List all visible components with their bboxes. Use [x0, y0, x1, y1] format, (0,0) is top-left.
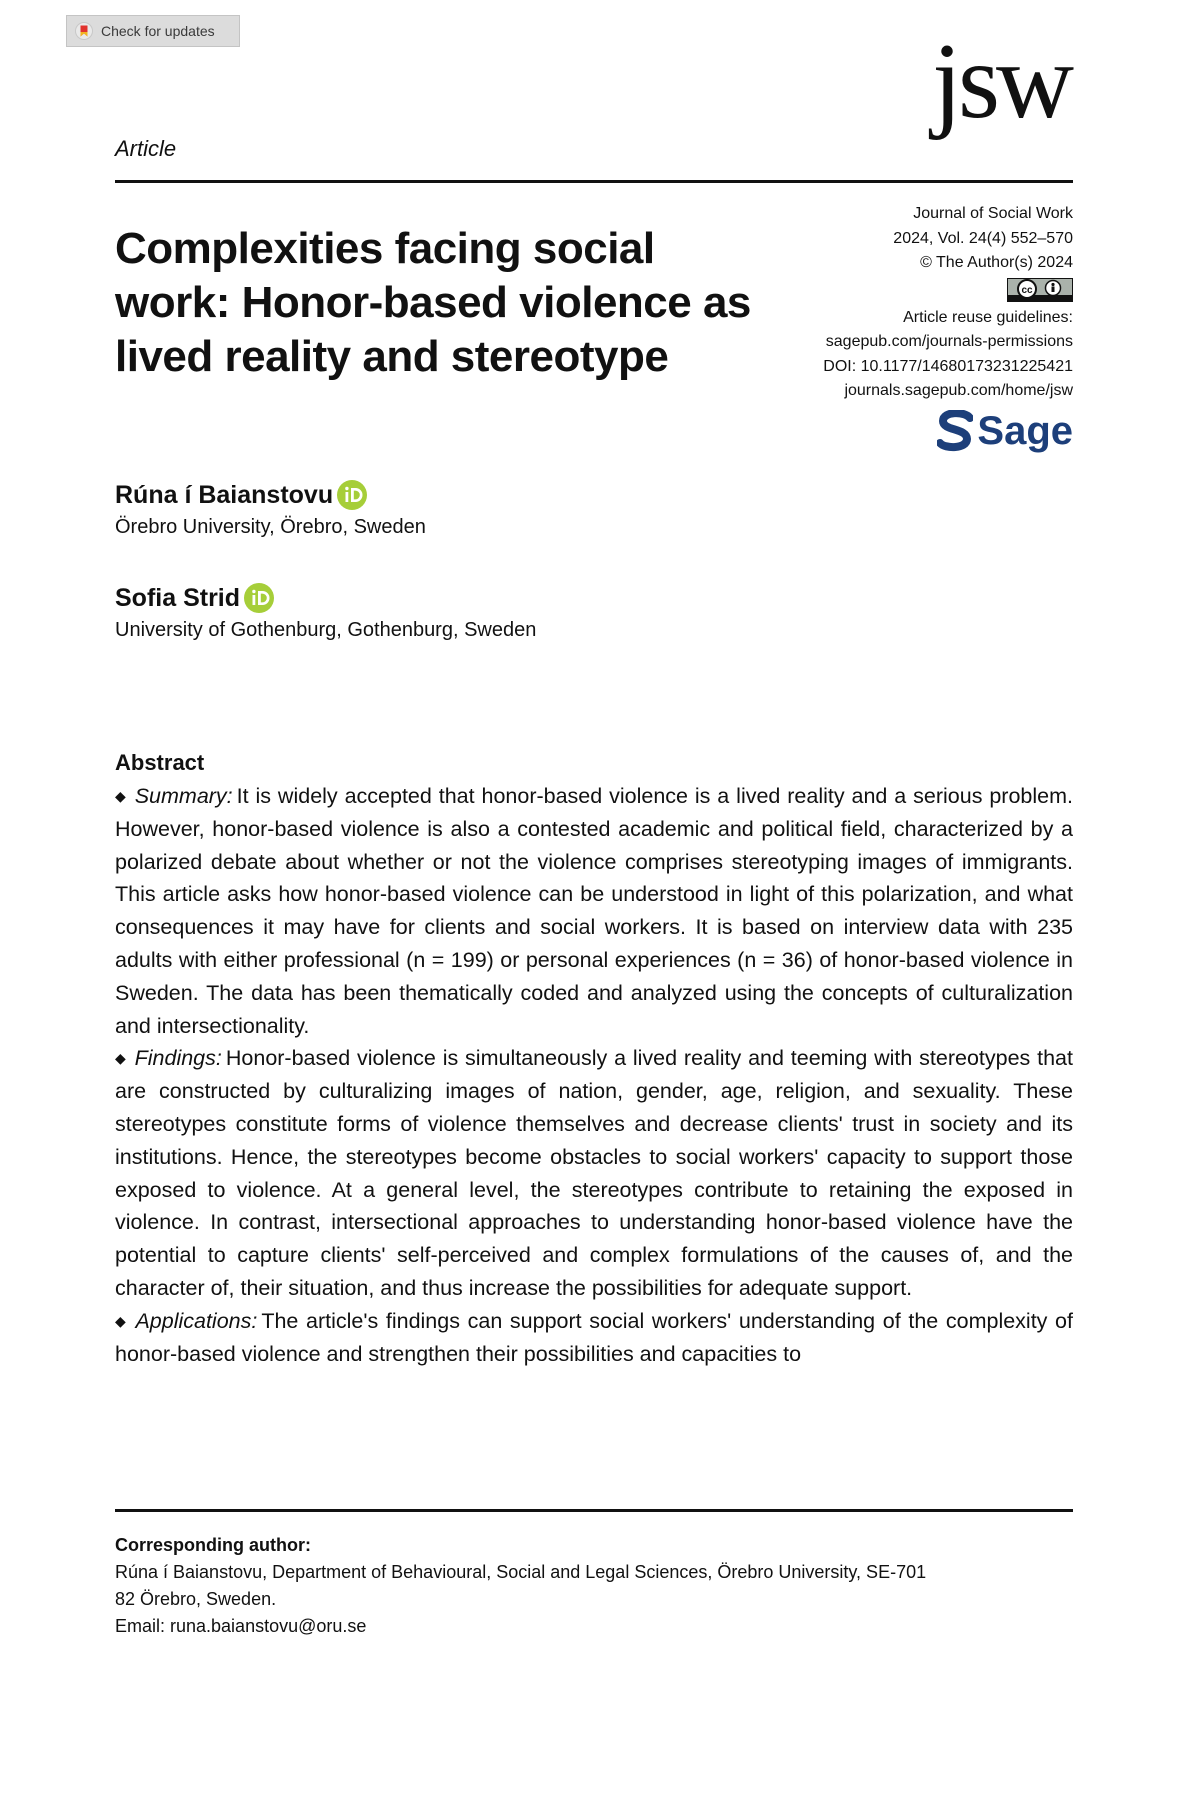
bullet-icon: ◆: [115, 1312, 128, 1329]
article-title: Complexities facing social work: Honor-based violence as lived reality and stereotype: [115, 224, 751, 381]
abstract-item-label: Applications:: [135, 1308, 258, 1333]
abstract-item-text: The article's findings can support social workers' understanding of the complexity of honor-based violence and strengthen their possibilities and capacities to: [115, 1308, 1073, 1366]
check-for-updates-button[interactable]: [66, 15, 240, 47]
author-block: [115, 480, 426, 539]
corresponding-address-line: Rúna í Baianstovu, Department of Behavioural, Social and Legal Sciences, Örebro University, SE-701: [115, 1562, 927, 1582]
volume-issue-pages: 2024, Vol. 24(4) 552–570: [893, 229, 1073, 247]
cc-by-icon: [1007, 278, 1073, 302]
journal-logo: jsw: [931, 22, 1070, 141]
journal-home-link[interactable]: journals.sagepub.com/home/jsw: [844, 382, 1073, 399]
article-type-label: Article: [115, 136, 177, 161]
header-divider: [115, 180, 1073, 183]
svg-text:cc: cc: [1021, 284, 1033, 296]
orcid-icon[interactable]: [337, 480, 367, 510]
author-name: Rúna í Baianstovu: [115, 480, 334, 509]
author-name: Sofia Strid: [115, 583, 241, 612]
permissions-link[interactable]: sagepub.com/journals-permissions: [825, 333, 1073, 350]
author-block: [115, 583, 536, 642]
abstract-applications: [115, 1305, 1073, 1371]
corresponding-address-line: 82 Örebro, Sweden.: [115, 1589, 277, 1609]
bookmark-icon: [75, 22, 93, 40]
reuse-guidelines-label: Article reuse guidelines:: [903, 308, 1073, 326]
abstract-item-label: Findings:: [134, 1046, 222, 1071]
abstract-heading: Abstract: [115, 750, 205, 775]
sage-s-icon: [937, 410, 973, 452]
abstract-findings: [115, 1042, 1073, 1304]
journal-name: Journal of Social Work: [913, 205, 1073, 222]
sage-logo-text: Sage: [977, 409, 1073, 453]
author-affiliation: Örebro University, Örebro, Sweden: [115, 516, 426, 538]
corresponding-author-heading: Corresponding author:: [115, 1535, 311, 1555]
check-for-updates-label: Check for updates: [101, 23, 215, 39]
abstract-item-label: Summary:: [134, 784, 233, 808]
author-affiliation: University of Gothenburg, Gothenburg, Sweden: [115, 619, 537, 641]
orcid-icon[interactable]: [244, 583, 274, 613]
copyright-line: © The Author(s) 2024: [920, 254, 1073, 271]
sage-logo: [937, 410, 1073, 452]
abstract-section: [115, 750, 1073, 1370]
bullet-icon: ◆: [115, 788, 127, 804]
abstract-item-text: It is widely accepted that honor-based violence is a lived reality and a serious problem. However, honor-based violence is also a contested academic and political field, characterized by a polarized debate about whether or not the violence comprises stereotyping images of immigrants. This article asks how honor-based violence can be understood in light of this polarization, and what consequences it may have for clients and social workers. It is based on interview data with 235 adults with either professional (n = 199) or personal experiences (n = 36) of honor-based violence in Sweden. The data has been thematically coded and analyzed using the concepts of culturalization and intersectionality.: [115, 784, 1073, 1038]
doi-link[interactable]: DOI: 10.1177/14680173231225421: [823, 357, 1073, 375]
abstract-summary: [115, 780, 1073, 1042]
corresponding-email[interactable]: Email: runa.baianstovu@oru.se: [115, 1616, 367, 1636]
publication-metadata: [743, 202, 1073, 404]
footnote-divider: [115, 1509, 1073, 1512]
corresponding-author-block: [115, 1532, 1073, 1640]
bullet-icon: ◆: [115, 1050, 127, 1067]
abstract-item-text: Honor-based violence is simultaneously a lived reality and teeming with stereotypes that are constructed by culturalizing images of nation, gender, age, religion, and sexuality. These stereotypes constitute forms of violence themselves and decrease clients' trust in society and its institutions. Hence, the stereotypes become obstacles to social workers' capacity to support those exposed to violence. At a general level, the stereotypes contribute to retaining the exposed in violence. In contrast, intersectional approaches to understanding honor-based violence have the potential to capture clients' self-perceived and complex formulations of the causes of, and the character of, their situation, and thus increase the possibilities for adequate support.: [115, 1046, 1073, 1300]
